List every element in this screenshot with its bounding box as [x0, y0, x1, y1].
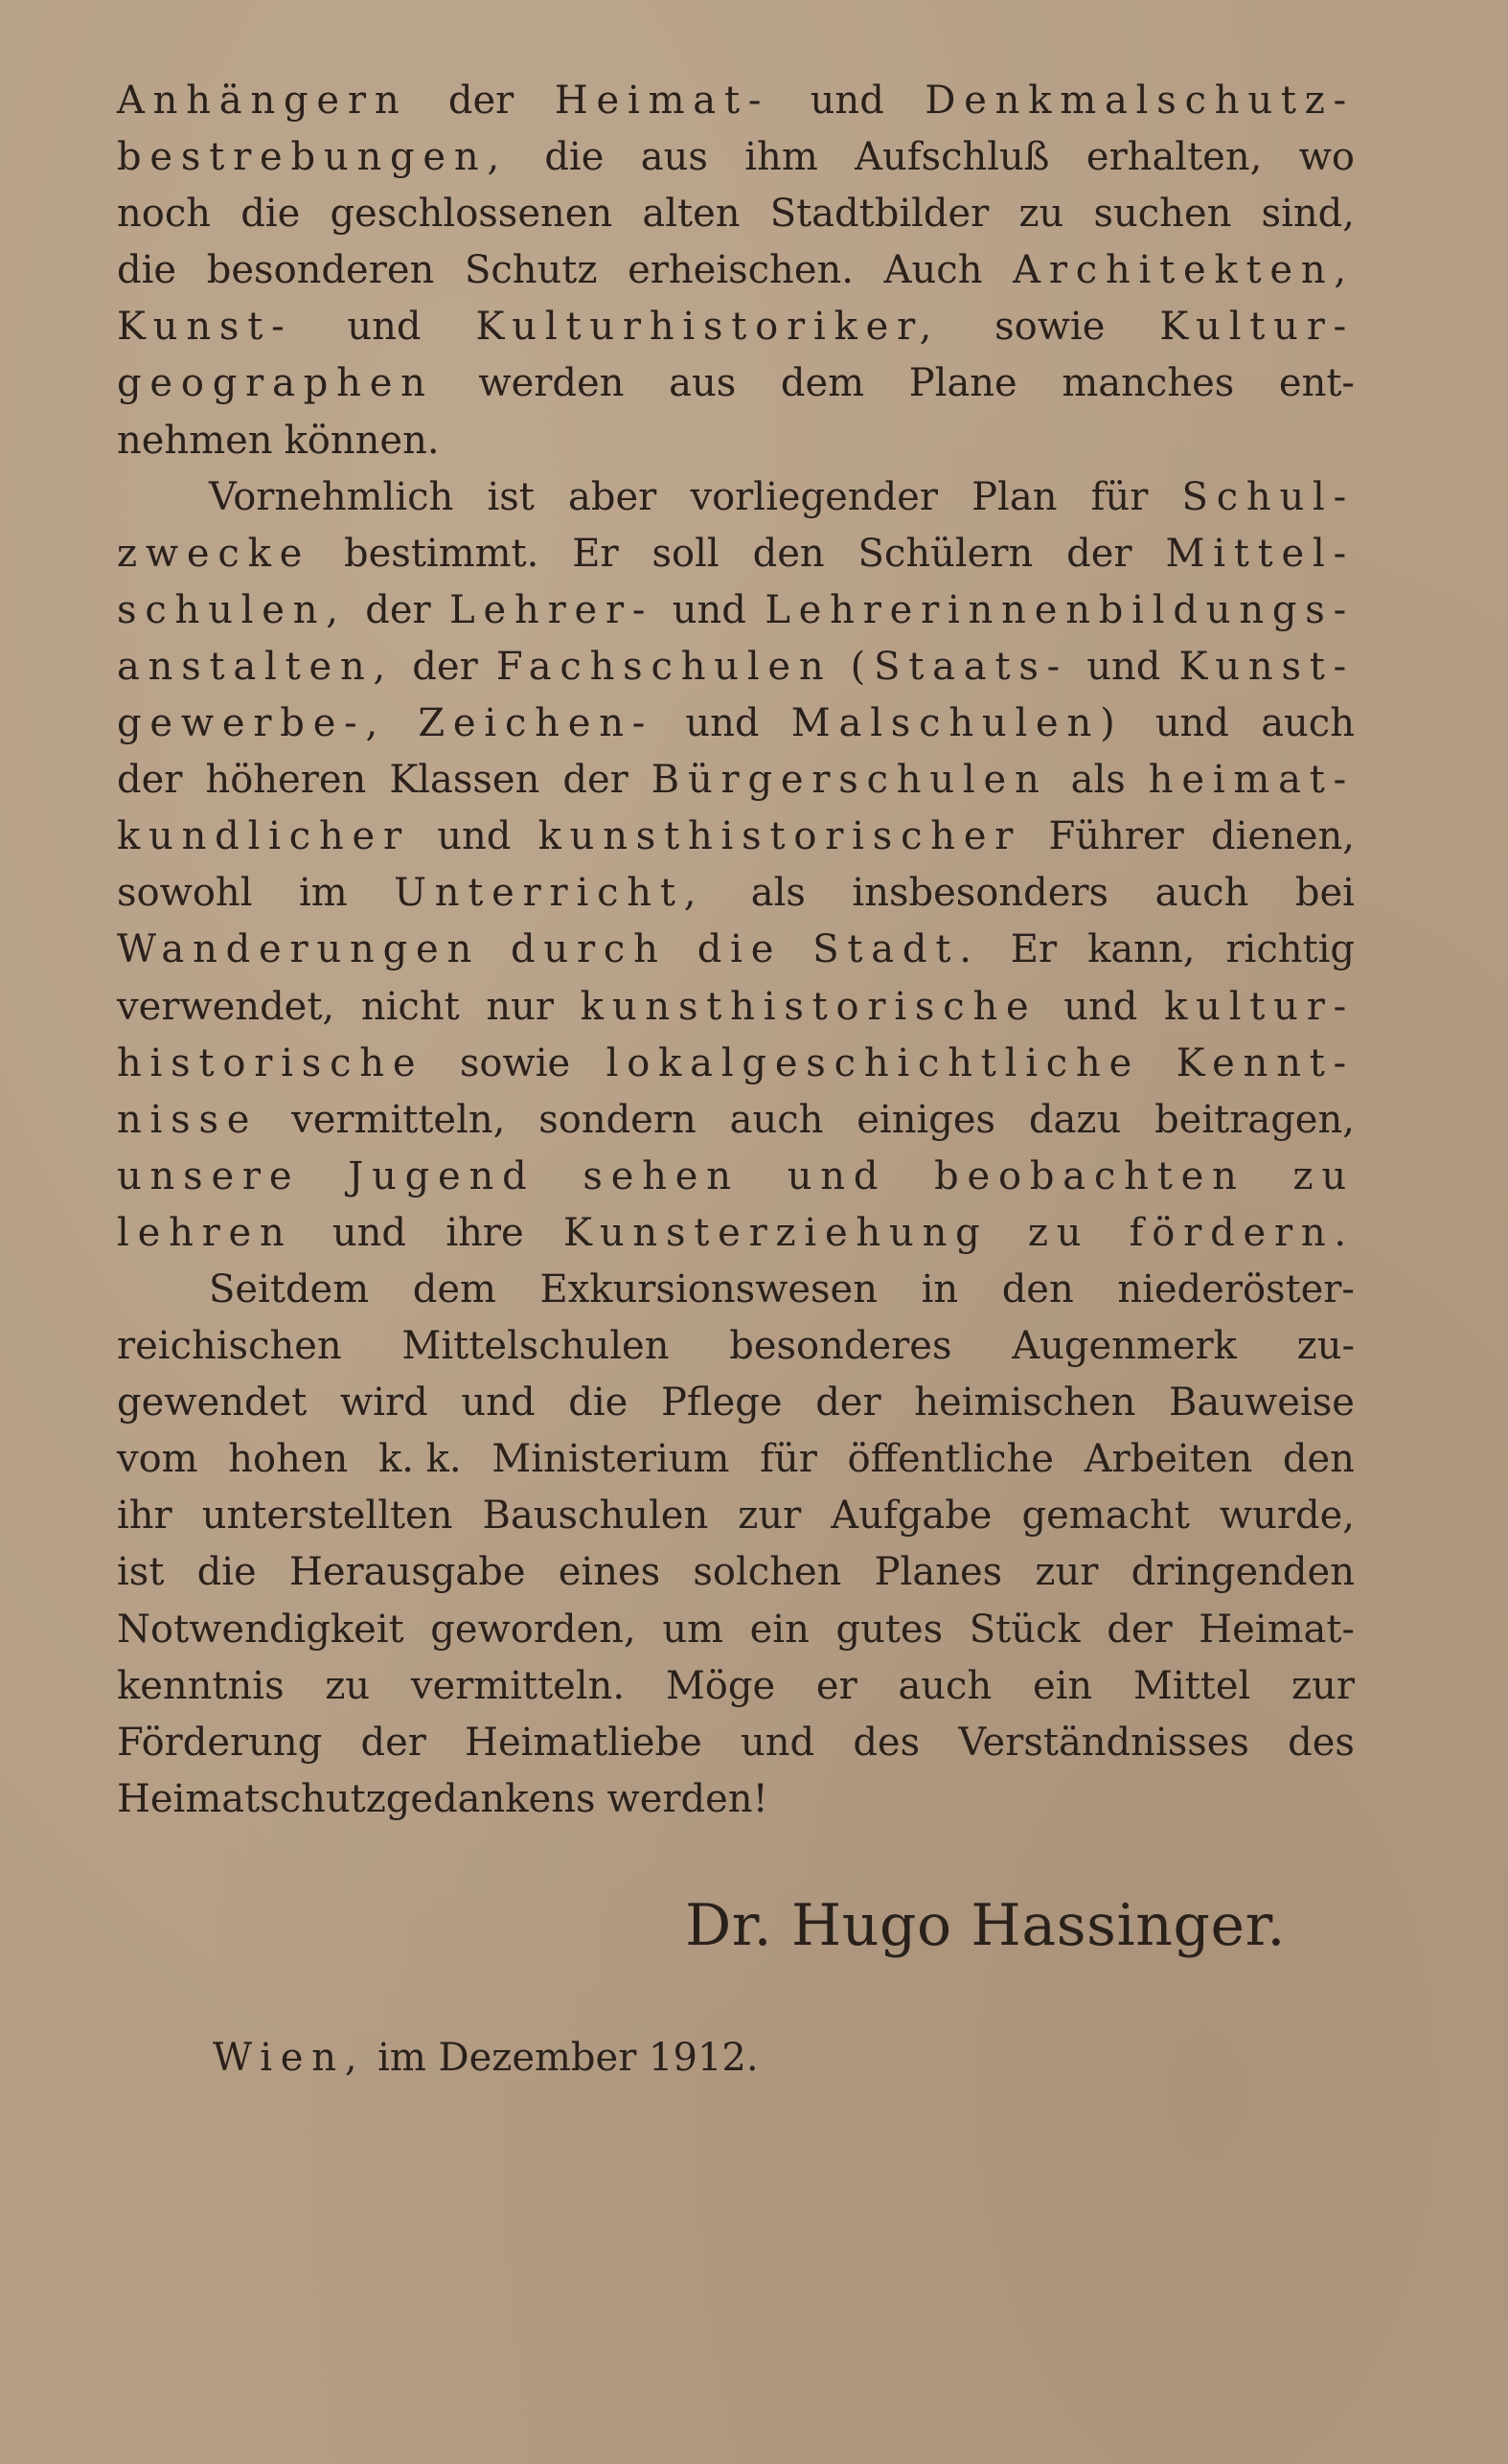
word: dazu — [1028, 1097, 1122, 1142]
spaced-word: Kultur- — [1159, 305, 1355, 350]
word: und — [1063, 984, 1138, 1029]
word: Plane — [908, 361, 1017, 406]
word: der — [815, 1380, 881, 1426]
word: ihre — [446, 1210, 524, 1255]
spaced-word: Heimat- — [554, 79, 770, 123]
spaced-word: kundlicher — [117, 814, 410, 859]
spaced-word: Architekten, — [1013, 248, 1355, 293]
spaced-word: zwecke — [117, 531, 311, 576]
spaced-word: Kunst- — [117, 305, 293, 350]
word: ist — [117, 1550, 165, 1595]
word: der — [412, 644, 478, 689]
text-line — [117, 639, 1355, 696]
word: vermitteln. — [410, 1663, 626, 1708]
text-line — [117, 413, 1355, 469]
word: um — [662, 1607, 724, 1652]
word: dem — [780, 361, 865, 406]
word: manches — [1062, 361, 1235, 406]
word: und — [810, 79, 884, 123]
word: des — [853, 1720, 921, 1765]
word: zur — [1035, 1550, 1099, 1595]
word: k. k. — [378, 1437, 462, 1482]
word: Er — [572, 531, 619, 576]
word: Seitdem — [209, 1266, 370, 1312]
word: Heimatschutzgedankens — [117, 1776, 596, 1821]
spaced-word: bestrebungen, — [117, 135, 508, 180]
text-line — [117, 1092, 1355, 1149]
word: sind, — [1261, 192, 1355, 237]
word: Auch — [883, 248, 983, 293]
word: sowie — [994, 305, 1106, 350]
word: Bauweise — [1169, 1380, 1355, 1426]
spaced-word: Denkmalschutz- — [925, 79, 1355, 123]
spaced-word: anstalten, — [117, 644, 395, 689]
word: den — [752, 531, 825, 576]
word: ist — [487, 474, 535, 519]
body-text — [117, 73, 1355, 1828]
word: die — [117, 248, 177, 293]
text-line — [117, 186, 1355, 242]
word: Mittel — [1132, 1663, 1251, 1708]
word: nicht — [360, 984, 460, 1029]
word: der — [117, 758, 183, 803]
spaced-word: sehen — [583, 1153, 740, 1198]
word: die — [544, 135, 605, 180]
word: ein — [749, 1607, 810, 1652]
word: des — [1288, 1720, 1355, 1765]
word: erheischen. — [628, 248, 854, 293]
word: der — [1107, 1607, 1173, 1652]
spaced-word: zu — [1292, 1153, 1355, 1198]
word: in — [921, 1266, 959, 1312]
word: zu- — [1296, 1324, 1355, 1369]
word: den — [1001, 1266, 1074, 1312]
word: der — [1066, 531, 1132, 576]
word: öffentliche — [847, 1437, 1054, 1482]
word: zu — [1018, 192, 1064, 237]
word: Führer — [1048, 814, 1184, 859]
word: unterstellten — [201, 1494, 453, 1539]
word: dienen, — [1211, 814, 1355, 859]
spaced-word: geographen — [117, 361, 434, 406]
spaced-word: Jugend — [348, 1153, 536, 1198]
word: heimischen — [914, 1380, 1136, 1426]
word: und — [1086, 644, 1161, 689]
word: besonderen — [206, 248, 435, 293]
word: zur — [738, 1494, 802, 1539]
word: eines — [558, 1550, 661, 1595]
word: hohen — [228, 1437, 349, 1482]
spaced-word: Bürgerschulen — [651, 758, 1048, 803]
word: sowohl — [117, 871, 253, 916]
text-line — [117, 1262, 1355, 1318]
text-line — [117, 582, 1355, 639]
word: vorliegender — [690, 474, 938, 519]
word: bestimmt. — [344, 531, 539, 576]
word: Ministerium — [491, 1437, 730, 1482]
text-line — [117, 1771, 1355, 1828]
word: der — [562, 758, 628, 803]
text-line — [117, 1602, 1355, 1658]
word: und — [437, 814, 512, 859]
word: Vornehmlich — [209, 474, 454, 519]
word: geworden, — [430, 1607, 636, 1652]
word: Exkursionswesen — [539, 1266, 878, 1312]
word: Förderung — [117, 1720, 323, 1765]
spaced-word: Kunst- — [1178, 644, 1355, 689]
text-line — [117, 73, 1355, 129]
word: besonderes — [729, 1324, 952, 1369]
word: kann, — [1087, 927, 1196, 972]
author-signature: Dr. Hugo Hassinger. — [685, 1892, 1286, 1959]
word: ent- — [1278, 361, 1355, 406]
text-line — [117, 1375, 1355, 1431]
word: Stück — [969, 1607, 1081, 1652]
spaced-word: heimat- — [1148, 758, 1355, 803]
word: insbesonders — [852, 871, 1109, 916]
text-line — [117, 469, 1355, 526]
spaced-word: schulen, — [117, 587, 347, 632]
word: Herausgabe — [288, 1550, 526, 1595]
word: die — [240, 192, 301, 237]
word: als — [1070, 758, 1126, 803]
word: können. — [284, 418, 440, 463]
text-line — [117, 809, 1355, 865]
spaced-word: Mittel- — [1165, 531, 1355, 576]
word: bei — [1294, 871, 1355, 916]
word: Mittelschulen — [401, 1324, 670, 1369]
word: zur — [1291, 1663, 1355, 1708]
word: Schutz — [464, 248, 598, 293]
spaced-word: fördern. — [1129, 1210, 1355, 1255]
word: einiges — [857, 1097, 996, 1142]
word: geschlossenen — [330, 192, 613, 237]
spaced-word: kunsthistorische — [580, 984, 1038, 1029]
word: solchen — [693, 1550, 842, 1595]
spaced-word: Kennt- — [1176, 1040, 1355, 1085]
word: im — [298, 871, 348, 916]
text-line — [117, 1149, 1355, 1205]
text-line — [117, 1658, 1355, 1715]
word: er — [815, 1663, 857, 1708]
spaced-word: die — [697, 927, 783, 972]
spaced-word: und — [787, 1153, 887, 1198]
word: als — [750, 871, 806, 916]
word: für — [760, 1437, 817, 1482]
word: verwendet, — [117, 984, 335, 1029]
spaced-word: unsere — [117, 1153, 301, 1198]
word: erhalten, — [1085, 135, 1263, 180]
text-line — [117, 1544, 1355, 1601]
word: vermitteln, — [291, 1097, 506, 1142]
spaced-word: Schul- — [1181, 474, 1355, 519]
word: Pflege — [660, 1380, 783, 1426]
word: richtig — [1225, 927, 1355, 972]
text-line — [117, 1488, 1355, 1544]
text-line — [117, 979, 1355, 1036]
word: auch — [729, 1097, 824, 1142]
word: Heimatliebe — [465, 1720, 702, 1765]
place-date: im Dezember 1912. — [377, 2036, 759, 2080]
text-line — [117, 1036, 1355, 1092]
spaced-word: Fachschulen — [495, 644, 833, 689]
spaced-word: Lehrer- — [449, 587, 654, 632]
text-line — [117, 129, 1355, 186]
spaced-word: Malschulen) — [790, 701, 1124, 746]
word: die — [196, 1550, 257, 1595]
spaced-word: lokalgeschichtliche — [605, 1040, 1141, 1085]
word: Aufgabe — [831, 1494, 993, 1539]
word: auch — [898, 1663, 993, 1708]
word: soll — [651, 531, 720, 576]
word: aus — [640, 135, 708, 180]
spaced-word: Wanderungen — [117, 927, 481, 972]
word: Stadtbilder — [769, 192, 990, 237]
word: der — [360, 1720, 426, 1765]
word: höheren — [205, 758, 367, 803]
word: werden! — [606, 1776, 768, 1821]
word: suchen — [1093, 192, 1232, 237]
text-line — [117, 1205, 1355, 1262]
word: werden — [478, 361, 625, 406]
word: Möge — [665, 1663, 776, 1708]
word: für — [1090, 474, 1149, 519]
text-line — [117, 1715, 1355, 1771]
word: aus — [669, 361, 737, 406]
word: alten — [642, 192, 741, 237]
word: Aufschluß — [855, 135, 1050, 180]
word: aber — [568, 474, 657, 519]
word: Er — [1010, 927, 1058, 972]
word: dringenden — [1131, 1550, 1355, 1595]
text-line — [117, 865, 1355, 922]
word: Heimat- — [1199, 1607, 1355, 1652]
word: niederöster- — [1117, 1266, 1355, 1312]
word: sowie — [459, 1040, 571, 1085]
word: und — [741, 1720, 815, 1765]
word: gutes — [835, 1607, 944, 1652]
word: wird — [339, 1380, 428, 1426]
word: Notwendigkeit — [117, 1607, 404, 1652]
text-line — [117, 299, 1355, 355]
text-line — [117, 242, 1355, 299]
text-line — [117, 1431, 1355, 1488]
word: und — [347, 305, 422, 350]
word: wo — [1298, 135, 1355, 180]
place-city: Wien, — [213, 2036, 366, 2080]
word: den — [1282, 1437, 1355, 1482]
word: gewendet — [117, 1380, 308, 1426]
word: wurde, — [1219, 1494, 1355, 1539]
word: Augenmerk — [1012, 1324, 1237, 1369]
word: der — [447, 79, 514, 123]
word: ihr — [117, 1494, 172, 1539]
word: Verständnisses — [958, 1720, 1249, 1765]
spaced-word: beobachten — [934, 1153, 1245, 1198]
word: sondern — [538, 1097, 697, 1142]
text-line — [117, 752, 1355, 809]
text-line — [117, 696, 1355, 752]
word: und — [685, 701, 760, 746]
text-line — [117, 526, 1355, 582]
word: reichischen — [117, 1324, 342, 1369]
spaced-word: durch — [511, 927, 667, 972]
text-line — [117, 922, 1355, 978]
word: nehmen — [117, 418, 273, 463]
spaced-word: nisse — [117, 1097, 259, 1142]
word: vom — [117, 1437, 198, 1482]
word: und — [1154, 701, 1229, 746]
place-and-date — [213, 2036, 759, 2080]
word: beitragen, — [1154, 1097, 1355, 1142]
word: gemacht — [1021, 1494, 1190, 1539]
word: Planes — [874, 1550, 1003, 1595]
spaced-word: (Staats- — [850, 644, 1068, 689]
spaced-word: Kunsterziehung — [563, 1210, 989, 1255]
word: Klassen — [389, 758, 540, 803]
word: zu — [325, 1663, 371, 1708]
spaced-word: lehren — [117, 1210, 293, 1255]
word: und — [331, 1210, 407, 1255]
word: auch — [1154, 871, 1249, 916]
text-line — [117, 1318, 1355, 1375]
spaced-word: zu — [1027, 1210, 1090, 1255]
spaced-word: Anhängern — [117, 79, 408, 123]
word: Schülern — [857, 531, 1034, 576]
word: nur — [486, 984, 555, 1029]
word: ihm — [744, 135, 818, 180]
word: kenntnis — [117, 1663, 285, 1708]
spaced-word: Unterricht, — [394, 871, 705, 916]
spaced-word: Zeichen- — [418, 701, 654, 746]
word: dem — [412, 1266, 496, 1312]
spaced-word: kunsthistorischer — [537, 814, 1022, 859]
word: die — [568, 1380, 628, 1426]
spaced-word: Kulturhistoriker, — [475, 305, 941, 350]
spaced-word: Stadt. — [812, 927, 980, 972]
spaced-word: Lehrerinnenbildungs- — [765, 587, 1355, 632]
word: Plan — [971, 474, 1058, 519]
word: der — [365, 587, 431, 632]
text-line — [117, 355, 1355, 412]
word: Arbeiten — [1084, 1437, 1253, 1482]
spaced-word: gewerbe-, — [117, 701, 387, 746]
word: und — [461, 1380, 536, 1426]
spaced-word: kultur- — [1164, 984, 1355, 1029]
word: auch — [1261, 701, 1355, 746]
word: und — [672, 587, 746, 632]
word: ein — [1032, 1663, 1093, 1708]
word: noch — [117, 192, 212, 237]
spaced-word: historische — [117, 1040, 424, 1085]
word: Bauschulen — [482, 1494, 709, 1539]
